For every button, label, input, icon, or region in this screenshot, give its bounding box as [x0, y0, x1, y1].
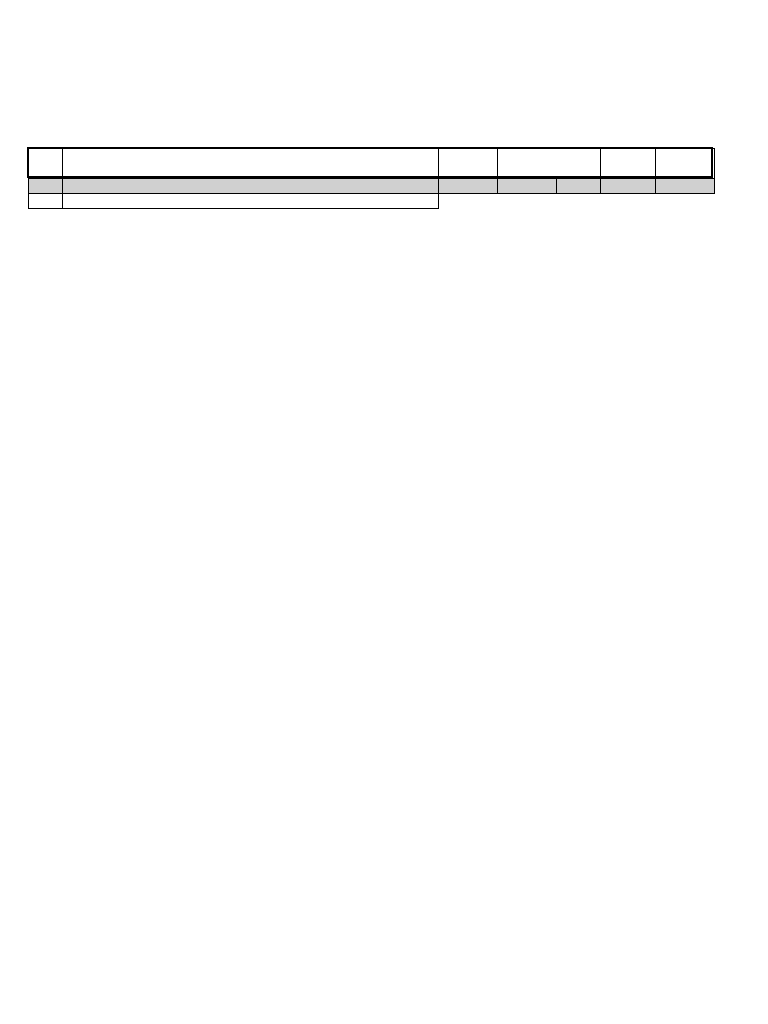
- section-title: [63, 179, 439, 194]
- header-kegiatan: [63, 149, 439, 179]
- bulan-line: [30, 119, 102, 131]
- empty-cell: [439, 179, 498, 194]
- table-row: [29, 194, 715, 209]
- section-no: [29, 179, 63, 194]
- empty-cell: [601, 179, 656, 194]
- header-hasil: [498, 149, 601, 179]
- row-no: [29, 194, 63, 209]
- header-row: [29, 149, 715, 179]
- header-target: [439, 149, 498, 179]
- header-persen: [656, 149, 715, 179]
- header-kumulatif: [601, 149, 656, 179]
- header-p: [498, 179, 557, 194]
- report-table: [28, 148, 715, 209]
- row-kegiatan: [63, 194, 439, 209]
- header-no: [29, 149, 63, 179]
- section-header: [29, 179, 715, 194]
- empty-cell: [656, 179, 715, 194]
- header-l: [557, 179, 601, 194]
